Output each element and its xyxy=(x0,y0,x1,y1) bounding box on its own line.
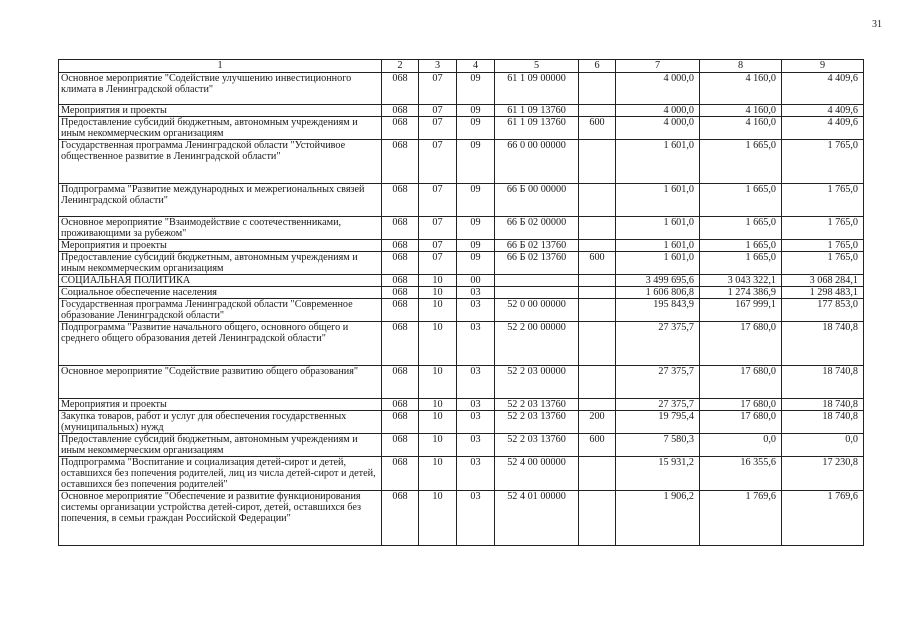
cell-code-section: 10 xyxy=(419,457,457,491)
table-row xyxy=(59,399,864,411)
cell-code-expense-type xyxy=(579,322,616,366)
cell-code-subsection: 03 xyxy=(457,399,495,411)
cell-name: Предоставление субсидий бюджетным, автономным учреждениям и иным некоммерческим организациям xyxy=(59,252,382,275)
table-row xyxy=(59,434,864,457)
budget-table xyxy=(58,59,864,546)
cell-code-subsection: 00 xyxy=(457,275,495,287)
page-number: 31 xyxy=(872,19,882,30)
cell-amount-year1: 195 843,9 xyxy=(616,299,700,322)
cell-code-ministry: 068 xyxy=(382,73,419,105)
cell-code-target: 52 0 00 00000 xyxy=(495,299,579,322)
cell-amount-year1: 1 601,0 xyxy=(616,252,700,275)
cell-amount-year3: 1 765,0 xyxy=(782,240,864,252)
table-row xyxy=(59,411,864,434)
cell-code-subsection: 03 xyxy=(457,287,495,299)
cell-name: Предоставление субсидий бюджетным, автономным учреждениям и иным некоммерческим организациям xyxy=(59,117,382,140)
cell-code-target xyxy=(495,287,579,299)
cell-code-expense-type xyxy=(579,299,616,322)
cell-code-target: 61 1 09 13760 xyxy=(495,117,579,140)
cell-code-subsection: 03 xyxy=(457,366,495,399)
cell-amount-year1: 4 000,0 xyxy=(616,105,700,117)
table-row xyxy=(59,299,864,322)
cell-amount-year1: 1 606 806,8 xyxy=(616,287,700,299)
cell-amount-year3: 18 740,8 xyxy=(782,322,864,366)
cell-amount-year1: 27 375,7 xyxy=(616,366,700,399)
cell-amount-year3: 18 740,8 xyxy=(782,411,864,434)
cell-name: СОЦИАЛЬНАЯ ПОЛИТИКА xyxy=(59,275,382,287)
cell-amount-year2: 16 355,6 xyxy=(700,457,782,491)
cell-code-subsection: 09 xyxy=(457,105,495,117)
cell-amount-year1: 15 931,2 xyxy=(616,457,700,491)
table-row xyxy=(59,457,864,491)
cell-code-section: 10 xyxy=(419,399,457,411)
cell-amount-year3: 0,0 xyxy=(782,434,864,457)
cell-code-section: 07 xyxy=(419,117,457,140)
cell-code-expense-type xyxy=(579,287,616,299)
cell-amount-year1: 3 499 695,6 xyxy=(616,275,700,287)
cell-amount-year2: 4 160,0 xyxy=(700,73,782,105)
column-header: 2 xyxy=(382,60,419,73)
cell-name: Государственная программа Ленинградской области "Современное образование Ленинградской области" xyxy=(59,299,382,322)
cell-code-section: 10 xyxy=(419,287,457,299)
cell-code-subsection: 09 xyxy=(457,117,495,140)
cell-name: Предоставление субсидий бюджетным, автономным учреждениям и иным некоммерческим организациям xyxy=(59,434,382,457)
cell-code-ministry: 068 xyxy=(382,434,419,457)
cell-name: Подпрограмма "Развитие начального общего, основного общего и среднего общего образования детей Ленинградской области" xyxy=(59,322,382,366)
cell-code-target xyxy=(495,275,579,287)
cell-name: Подпрограмма "Развитие международных и межрегиональных связей Ленинградской области" xyxy=(59,184,382,217)
cell-name: Закупка товаров, работ и услуг для обеспечения государственных (муниципальных) нужд xyxy=(59,411,382,434)
cell-amount-year3: 1 298 483,1 xyxy=(782,287,864,299)
cell-code-target: 66 Б 00 00000 xyxy=(495,184,579,217)
table-row xyxy=(59,105,864,117)
cell-code-target: 66 Б 02 13760 xyxy=(495,240,579,252)
cell-code-ministry: 068 xyxy=(382,411,419,434)
cell-code-expense-type: 600 xyxy=(579,252,616,275)
column-header: 6 xyxy=(579,60,616,73)
cell-code-ministry: 068 xyxy=(382,491,419,546)
cell-code-ministry: 068 xyxy=(382,275,419,287)
cell-code-expense-type xyxy=(579,366,616,399)
cell-amount-year3: 1 769,6 xyxy=(782,491,864,546)
cell-name: Социальное обеспечение населения xyxy=(59,287,382,299)
cell-amount-year2: 17 680,0 xyxy=(700,399,782,411)
cell-name: Основное мероприятие "Содействие улучшению инвестиционного климата в Ленинградской области" xyxy=(59,73,382,105)
cell-code-subsection: 09 xyxy=(457,217,495,240)
cell-code-target: 52 2 00 00000 xyxy=(495,322,579,366)
cell-amount-year1: 1 601,0 xyxy=(616,184,700,217)
cell-code-expense-type xyxy=(579,491,616,546)
cell-code-target: 52 4 00 00000 xyxy=(495,457,579,491)
cell-amount-year3: 4 409,6 xyxy=(782,105,864,117)
table-row xyxy=(59,217,864,240)
cell-code-target: 52 2 03 13760 xyxy=(495,399,579,411)
cell-code-section: 10 xyxy=(419,366,457,399)
cell-code-target: 52 4 01 00000 xyxy=(495,491,579,546)
cell-amount-year3: 177 853,0 xyxy=(782,299,864,322)
cell-code-expense-type xyxy=(579,184,616,217)
cell-code-subsection: 03 xyxy=(457,411,495,434)
cell-code-subsection: 03 xyxy=(457,434,495,457)
cell-code-target: 61 1 09 00000 xyxy=(495,73,579,105)
column-header: 9 xyxy=(782,60,864,73)
cell-code-ministry: 068 xyxy=(382,287,419,299)
cell-code-section: 10 xyxy=(419,491,457,546)
cell-code-section: 07 xyxy=(419,140,457,184)
column-header: 5 xyxy=(495,60,579,73)
cell-amount-year2: 3 043 322,1 xyxy=(700,275,782,287)
cell-amount-year1: 1 601,0 xyxy=(616,140,700,184)
cell-name: Государственная программа Ленинградской области "Устойчивое общественное развитие в Ленинградской области" xyxy=(59,140,382,184)
cell-code-expense-type xyxy=(579,140,616,184)
table-row xyxy=(59,491,864,546)
cell-code-expense-type xyxy=(579,457,616,491)
column-header: 1 xyxy=(59,60,382,73)
cell-amount-year2: 4 160,0 xyxy=(700,105,782,117)
table-row xyxy=(59,184,864,217)
cell-name: Основное мероприятие "Обеспечение и развитие функционирования системы организации устройства детей-сирот, детей, оставшихся без попечения, в семьи граждан Российской Федерации" xyxy=(59,491,382,546)
cell-amount-year2: 1 274 386,9 xyxy=(700,287,782,299)
cell-code-target: 52 2 03 13760 xyxy=(495,411,579,434)
cell-amount-year3: 18 740,8 xyxy=(782,366,864,399)
cell-code-section: 07 xyxy=(419,73,457,105)
cell-name: Мероприятия и проекты xyxy=(59,240,382,252)
cell-code-section: 07 xyxy=(419,240,457,252)
cell-amount-year2: 17 680,0 xyxy=(700,366,782,399)
cell-code-ministry: 068 xyxy=(382,105,419,117)
cell-code-subsection: 09 xyxy=(457,184,495,217)
cell-amount-year3: 3 068 284,1 xyxy=(782,275,864,287)
cell-amount-year2: 1 769,6 xyxy=(700,491,782,546)
cell-code-section: 07 xyxy=(419,217,457,240)
cell-name: Основное мероприятие "Содействие развитию общего образования" xyxy=(59,366,382,399)
cell-code-ministry: 068 xyxy=(382,240,419,252)
column-header: 3 xyxy=(419,60,457,73)
table-row xyxy=(59,275,864,287)
cell-code-section: 10 xyxy=(419,322,457,366)
cell-code-target: 66 Б 02 13760 xyxy=(495,252,579,275)
cell-code-subsection: 09 xyxy=(457,140,495,184)
cell-amount-year3: 4 409,6 xyxy=(782,117,864,140)
cell-amount-year2: 1 665,0 xyxy=(700,252,782,275)
cell-code-ministry: 068 xyxy=(382,184,419,217)
cell-code-expense-type xyxy=(579,275,616,287)
cell-code-subsection: 09 xyxy=(457,240,495,252)
cell-code-section: 07 xyxy=(419,252,457,275)
cell-code-section: 10 xyxy=(419,275,457,287)
table-row xyxy=(59,252,864,275)
cell-code-ministry: 068 xyxy=(382,299,419,322)
cell-code-expense-type xyxy=(579,240,616,252)
cell-code-section: 07 xyxy=(419,105,457,117)
cell-amount-year1: 7 580,3 xyxy=(616,434,700,457)
cell-code-expense-type xyxy=(579,73,616,105)
table-row xyxy=(59,117,864,140)
cell-code-expense-type xyxy=(579,399,616,411)
cell-amount-year2: 0,0 xyxy=(700,434,782,457)
cell-code-expense-type: 200 xyxy=(579,411,616,434)
cell-code-target: 52 2 03 00000 xyxy=(495,366,579,399)
table-row xyxy=(59,240,864,252)
cell-name: Мероприятия и проекты xyxy=(59,399,382,411)
cell-name: Основное мероприятие "Взаимодействие с соотечественниками, проживающими за рубежом" xyxy=(59,217,382,240)
cell-amount-year3: 1 765,0 xyxy=(782,217,864,240)
cell-amount-year2: 1 665,0 xyxy=(700,217,782,240)
cell-code-expense-type xyxy=(579,105,616,117)
column-header: 8 xyxy=(700,60,782,73)
cell-amount-year2: 17 680,0 xyxy=(700,411,782,434)
cell-code-target: 66 0 00 00000 xyxy=(495,140,579,184)
cell-code-ministry: 068 xyxy=(382,366,419,399)
table-row xyxy=(59,73,864,105)
table-row xyxy=(59,322,864,366)
cell-code-ministry: 068 xyxy=(382,140,419,184)
cell-code-subsection: 03 xyxy=(457,322,495,366)
cell-amount-year2: 4 160,0 xyxy=(700,117,782,140)
cell-amount-year3: 4 409,6 xyxy=(782,73,864,105)
cell-code-section: 10 xyxy=(419,411,457,434)
cell-code-section: 10 xyxy=(419,299,457,322)
table-header-row xyxy=(59,60,864,73)
cell-amount-year2: 17 680,0 xyxy=(700,322,782,366)
cell-amount-year3: 18 740,8 xyxy=(782,399,864,411)
cell-code-subsection: 09 xyxy=(457,252,495,275)
cell-amount-year2: 1 665,0 xyxy=(700,140,782,184)
cell-code-expense-type xyxy=(579,217,616,240)
cell-amount-year2: 1 665,0 xyxy=(700,184,782,217)
cell-amount-year1: 1 601,0 xyxy=(616,217,700,240)
cell-amount-year1: 4 000,0 xyxy=(616,73,700,105)
cell-amount-year2: 167 999,1 xyxy=(700,299,782,322)
column-header: 4 xyxy=(457,60,495,73)
cell-amount-year1: 27 375,7 xyxy=(616,399,700,411)
cell-code-section: 07 xyxy=(419,184,457,217)
cell-name: Подпрограмма "Воспитание и социализация детей-сирот и детей, оставшихся без попечения родителей, лиц из числа детей-сирот и детей, оставшихся без попечения родителей" xyxy=(59,457,382,491)
cell-amount-year1: 4 000,0 xyxy=(616,117,700,140)
cell-code-subsection: 09 xyxy=(457,73,495,105)
cell-amount-year3: 1 765,0 xyxy=(782,252,864,275)
cell-code-ministry: 068 xyxy=(382,457,419,491)
cell-code-ministry: 068 xyxy=(382,322,419,366)
table-row xyxy=(59,366,864,399)
cell-amount-year3: 17 230,8 xyxy=(782,457,864,491)
cell-name: Мероприятия и проекты xyxy=(59,105,382,117)
cell-code-ministry: 068 xyxy=(382,399,419,411)
cell-code-target: 52 2 03 13760 xyxy=(495,434,579,457)
cell-amount-year1: 27 375,7 xyxy=(616,322,700,366)
cell-code-subsection: 03 xyxy=(457,491,495,546)
cell-code-subsection: 03 xyxy=(457,299,495,322)
cell-code-expense-type: 600 xyxy=(579,117,616,140)
table-row xyxy=(59,140,864,184)
cell-code-target: 66 Б 02 00000 xyxy=(495,217,579,240)
cell-amount-year3: 1 765,0 xyxy=(782,140,864,184)
cell-code-expense-type: 600 xyxy=(579,434,616,457)
cell-amount-year1: 1 601,0 xyxy=(616,240,700,252)
cell-amount-year1: 19 795,4 xyxy=(616,411,700,434)
cell-code-subsection: 03 xyxy=(457,457,495,491)
cell-code-ministry: 068 xyxy=(382,117,419,140)
cell-code-ministry: 068 xyxy=(382,217,419,240)
cell-code-section: 10 xyxy=(419,434,457,457)
table-row xyxy=(59,287,864,299)
column-header: 7 xyxy=(616,60,700,73)
cell-amount-year3: 1 765,0 xyxy=(782,184,864,217)
cell-amount-year2: 1 665,0 xyxy=(700,240,782,252)
cell-code-ministry: 068 xyxy=(382,252,419,275)
cell-code-target: 61 1 09 13760 xyxy=(495,105,579,117)
cell-amount-year1: 1 906,2 xyxy=(616,491,700,546)
